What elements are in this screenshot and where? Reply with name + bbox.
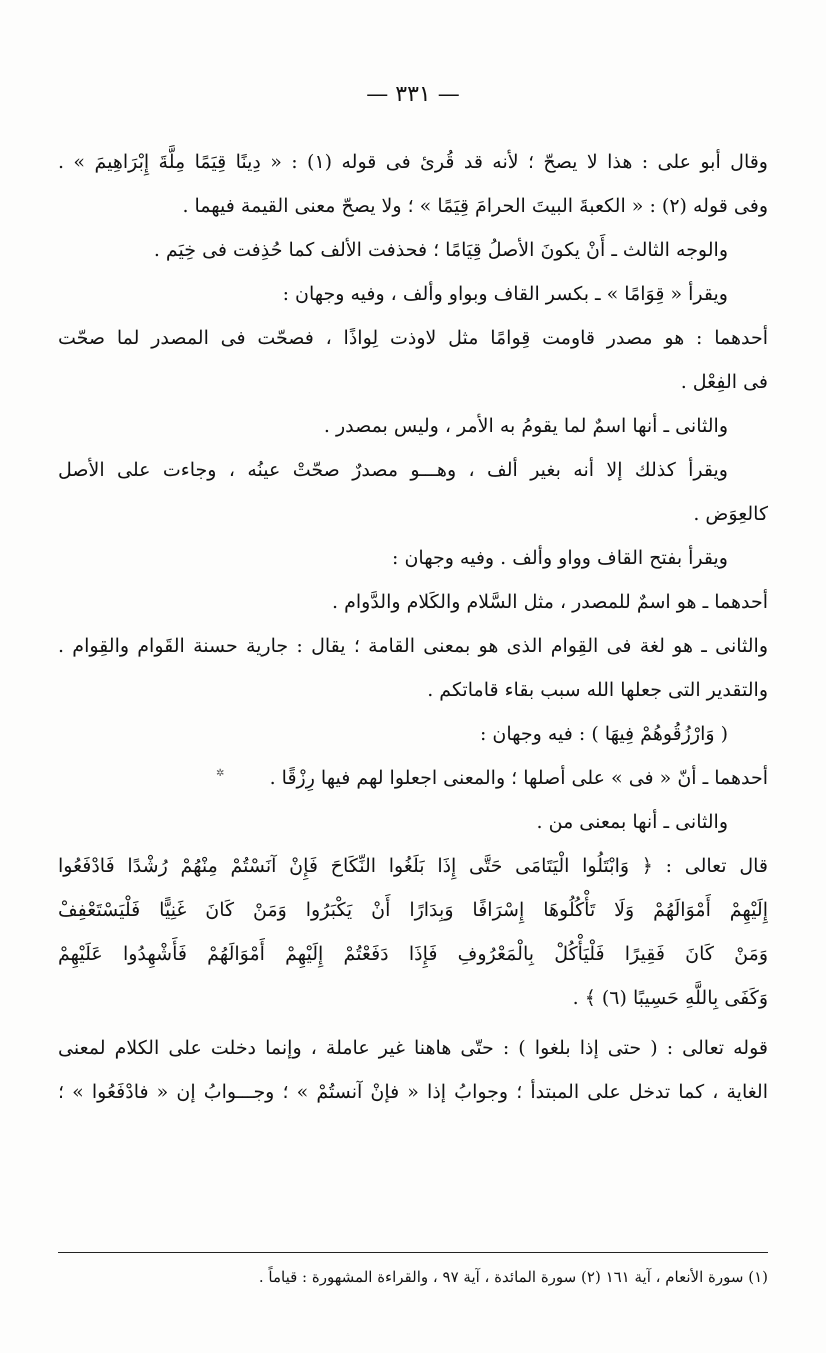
text-line: وفى قوله (٢) : « الكعبةَ البيتَ الحرامَ قِيَمًا » ؛ ولا يصحّ معنى القيمة فيهما . <box>182 195 768 217</box>
quran-verse-line: قال تعالى : ﴿ وَابْتَلُوا الْيَتَامَى حَتَّى إِذَا بَلَغُوا النِّكَاحَ فَإِنْ آنَسْتُمْ مِنْهُمْ رُشْدًا فَادْفَعُوا <box>58 855 768 877</box>
text-line: كالعِوَض . <box>693 503 768 525</box>
text-line: ( وَارْزُقُوهُمْ فِيهَا ) : فيه وجهان : <box>479 723 728 745</box>
ink-speck: ✲ <box>216 768 225 779</box>
text-line: وقال أبو على : هذا لا يصحّ ؛ لأنه قد قُرئ فى قوله (١) : « دِينًا قِيَمًا مِلَّةَ إِبْرَاهِيمَ » . <box>58 151 768 173</box>
text-line: والثانى ـ أنها بمعنى من . <box>536 811 728 833</box>
text-line: فى الفِعْل . <box>680 371 768 393</box>
text-line: والتقدير التى جعلها الله سبب بقاء قاماتكم . <box>427 679 768 701</box>
text-line: قوله تعالى : ( حتى إذا بلغوا ) : حتّى هاهنا غير عاملة ، وإنما دخلت على الكلام لمعنى <box>58 1037 768 1059</box>
text-line: أحدهما ـ أنّ « فى » على أصلها ؛ والمعنى اجعلوا لهم فيها رِزْقًا . <box>269 767 768 789</box>
text-line: أحدهما ـ هو اسمٌ للمصدر ، مثل السَّلام والكَلام والدَّوام . <box>332 591 768 613</box>
text-line: ويقرأ كذلك إلا أنه بغير ألف ، وهـــو مصدرٌ صحّتْ عينُه ، وجاءت على الأصل <box>58 459 728 481</box>
footnote-divider <box>58 1252 768 1253</box>
text-line: الغاية ، كما تدخل على المبتدأ ؛ وجوابُ إذا « فإنْ آنستُمْ » ؛ وجـــوابُ إن « فادْفَعُوا » ؛ <box>58 1081 768 1103</box>
text-line: أحدهما : هو مصدر قاومت قِوامًا مثل لاوذت لِواذًا ، فصحّت فى المصدر لما صحّت <box>58 327 768 349</box>
quran-verse-line: وَمَنْ كَانَ فَقِيرًا فَلْيَأْكُلْ بِالْمَعْرُوفِ فَإِذَا دَفَعْتُمْ إِلَيْهِمْ أَمْوَالَهُمْ فَأَشْهِدُوا عَلَيْهِمْ <box>58 943 768 965</box>
page-body <box>58 140 768 1114</box>
footnotes: (١) سورة الأنعام ، آية ١٦١ (٢) سورة المائدة ، آية ٩٧ ، والقراءة المشهورة : قياماً . <box>258 1268 768 1286</box>
text-line: والثانى ـ أنها اسمٌ لما يقومُ به الأمر ، وليس بمصدر . <box>323 415 728 437</box>
text-line: ويقرأ بفتح القاف وواو وألف . وفيه وجهان : <box>392 547 728 569</box>
text-line: والوجه الثالث ـ أَنْ يكونَ الأصلُ قِيَامًا ؛ فحذفت الألف كما حُذِفت فى خِيَم . <box>153 239 728 261</box>
quran-verse-line: إِلَيْهِمْ أَمْوَالَهُمْ وَلَا تَأْكُلُوهَا إِسْرَافًا وَبِدَارًا أَنْ يَكْبَرُوا وَمَنْ كَانَ غَنِيًّا فَلْيَسْتَعْفِفْ <box>58 899 768 921</box>
page-number: — ٣٣١ — <box>366 82 460 107</box>
text-line: ويقرأ « قِوَامًا » ـ بكسر القاف وبواو وألف ، وفيه وجهان : <box>282 283 728 305</box>
quran-verse-line: وَكَفَى بِاللَّهِ حَسِيبًا (٦) ﴾ . <box>572 987 768 1009</box>
text-line: والثانى ـ هو لغة فى القِوام الذى هو بمعنى القامة ؛ يقال : جارية حسنة القَوام والقِوام . <box>58 635 768 657</box>
